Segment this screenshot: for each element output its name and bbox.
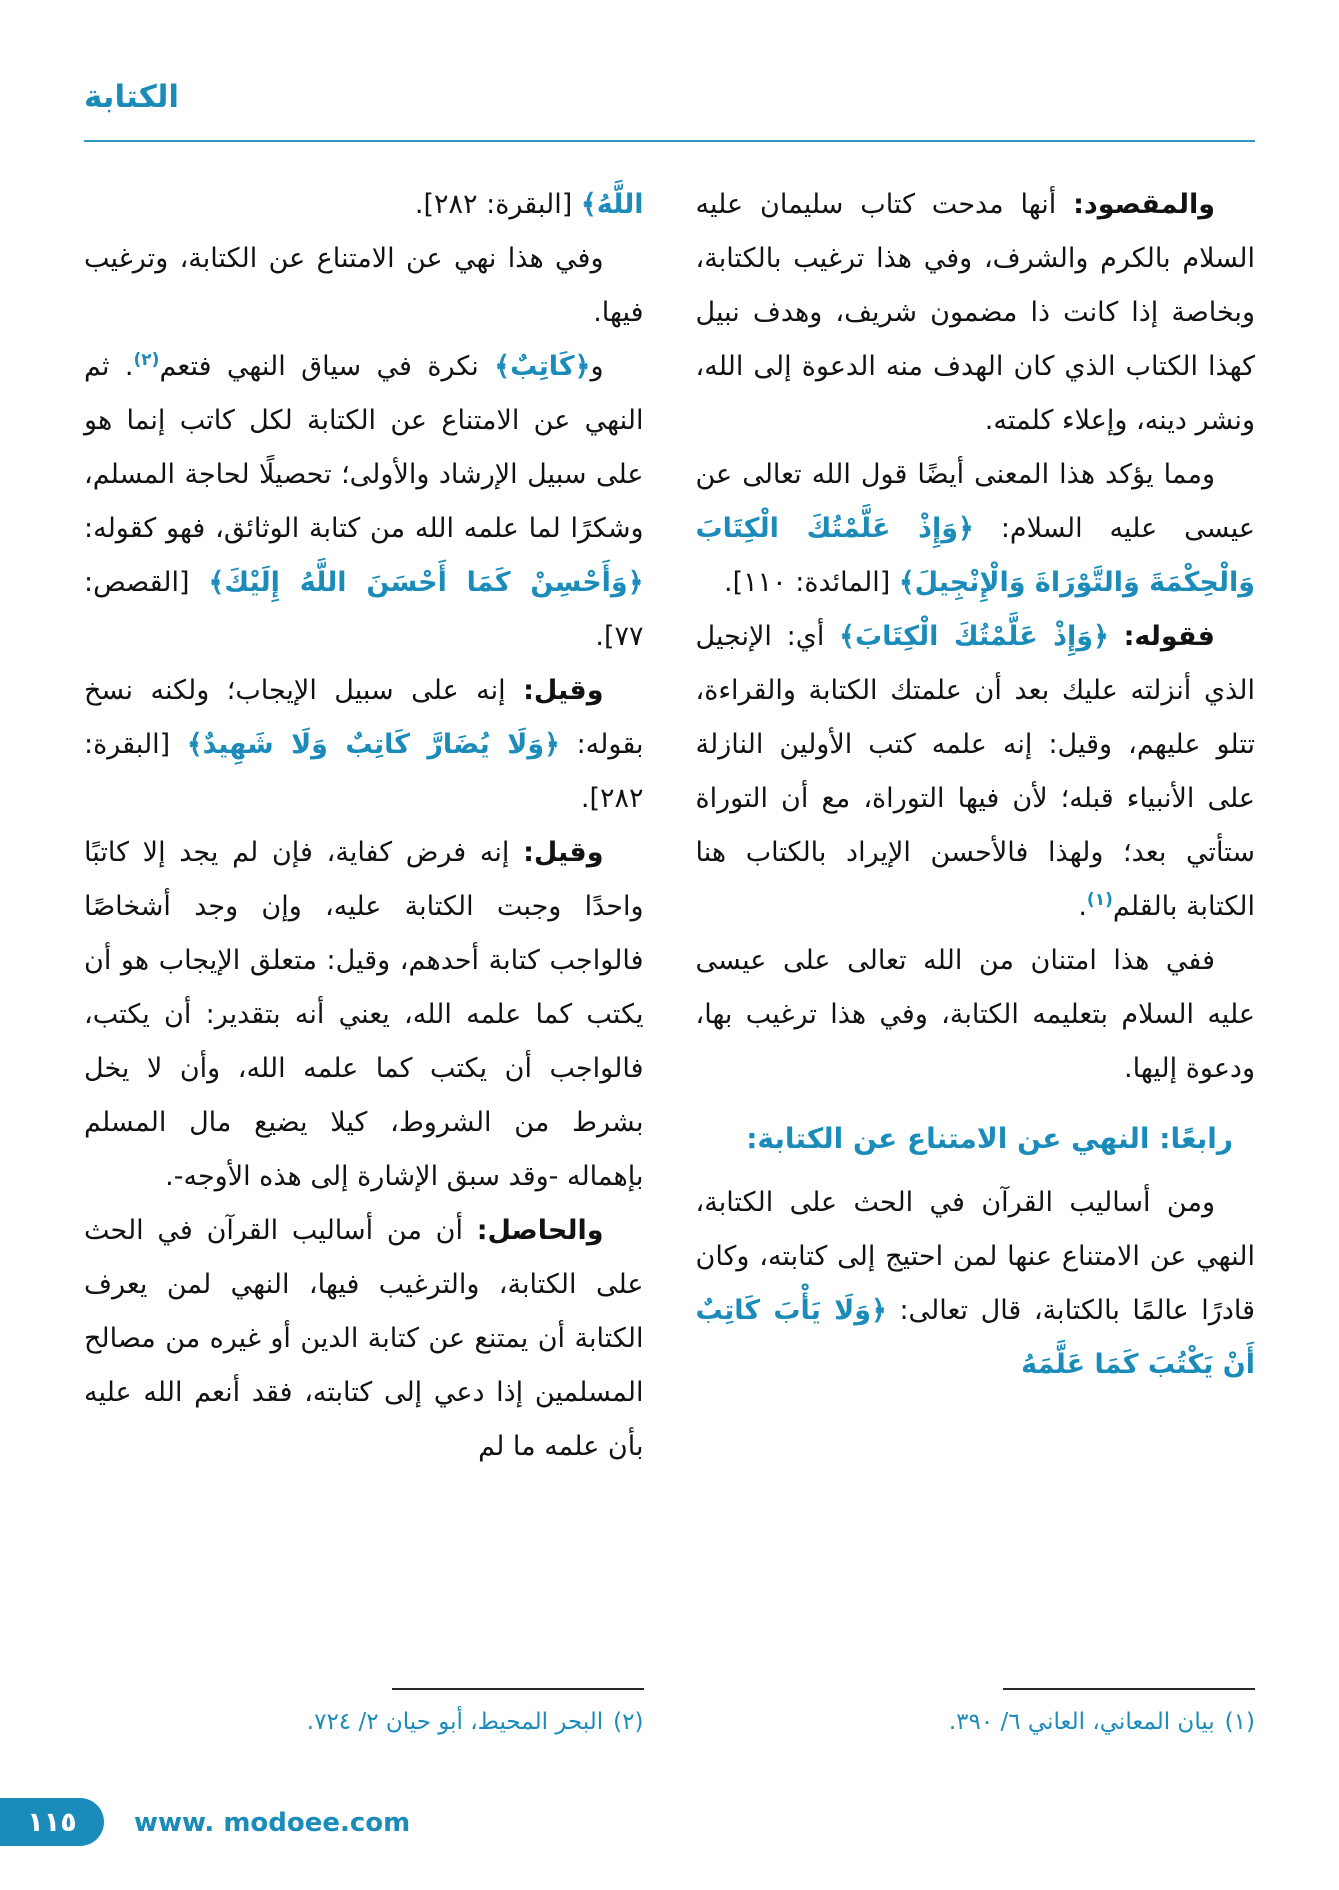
quran-verse: ﴿وَلَا يُضَارَّ كَاتِبٌ وَلَا شَهِيدٌ﴾: [186, 729, 560, 760]
paragraph: [84, 1204, 644, 1474]
footnote: [84, 1704, 644, 1740]
footnote-number: (١): [1224, 1709, 1255, 1735]
header-divider: [84, 140, 1255, 142]
body-text: إنه على سبيل الإيجاب؛ ولكنه نسخ بقوله:: [84, 675, 644, 760]
page-number-badge: [0, 1798, 104, 1846]
emphasis-text: وقيل:: [523, 837, 604, 868]
emphasis-text: فقوله:: [1123, 621, 1215, 652]
paragraph: [696, 178, 1256, 448]
paragraph: [696, 448, 1256, 610]
running-head-title: الكتابة: [84, 79, 180, 115]
footnote: [696, 1704, 1256, 1740]
heading-text: رابعًا: النهي عن الامتناع عن الكتابة:: [746, 1122, 1233, 1155]
body-text: نكرة في سياق النهي فتعم: [159, 351, 495, 382]
footnote-number: (٢): [613, 1709, 644, 1735]
paragraph: [84, 232, 644, 340]
footnote-separator: [392, 1688, 644, 1690]
column-left: [84, 178, 644, 1740]
quran-verse: ﴿وَإِذْ عَلَّمْتُكَ الْكِتَابَ﴾: [839, 621, 1109, 652]
emphasis-text: والحاصل:: [476, 1215, 604, 1246]
column-left-text: [84, 178, 644, 1474]
body-text: أي: الإنجيل الذي أنزلته عليك بعد أن علمتك الكتابة والقراءة، تتلو عليهم، وقيل: إنه علمه كتب الأولين النازلة على الأنبياء قبله؛ لأن فيها التوراة، مع أن التوراة ستأتي بعد؛ ولهذا فالأحسن الإيراد بالكتاب هنا الكتابة بالقلم: [695, 621, 1255, 922]
body-text: أنها مدحت كتاب سليمان عليه السلام بالكرم والشرف، وفي هذا ترغيب بالكتابة، وبخاصة إذا كانت ذا مضمون شريف، وهدف نبيل كهذا الكتاب الذي كان الهدف منه الدعوة إلى الله، ونشر دينه، وإعلاء كلمته.: [695, 189, 1255, 436]
paragraph: [84, 178, 644, 232]
body-text: [1109, 621, 1124, 652]
body-text: وفي هذا نهي عن الامتناع عن الكتابة، وترغيب فيها.: [84, 243, 644, 328]
emphasis-text: والمقصود:: [1073, 189, 1215, 220]
column-right-text: [696, 178, 1256, 1392]
body-text: ومما يؤكد هذا المعنى أيضًا قول الله تعالى عن عيسى عليه السلام:: [695, 459, 1255, 544]
emphasis-text: وقيل:: [523, 675, 604, 706]
footnote-block-right: [696, 1678, 1256, 1740]
page-number: ١١٥: [27, 1806, 77, 1838]
body-text: [البقرة: ٢٨٢].: [414, 189, 581, 220]
body-text: . ثم النهي عن الامتناع عن الكتابة لكل كاتب إنما هو على سبيل الإرشاد والأولى؛ تحصيلًا لحاجة المسلم، وشكرًا لما علمه الله من كتابة الوثائق، فهو كقوله:: [84, 351, 644, 544]
body-text: [القصص: ٧٧].: [84, 567, 644, 652]
footnote-separator: [1003, 1688, 1255, 1690]
body-text: .: [1078, 891, 1087, 922]
website-text: www. modoee.com: [134, 1808, 411, 1838]
column-right: [696, 178, 1256, 1740]
body-text: [المائدة: ١١٠].: [724, 567, 899, 598]
section-heading: [696, 1112, 1256, 1166]
quran-verse: اللَّهُ﴾: [580, 189, 644, 220]
body-text: و: [590, 351, 604, 382]
footnote-text: البحر المحيط، أبو حيان ٢/ ٧٢٤.: [306, 1709, 604, 1735]
quran-verse: ﴿وَإِذْ عَلَّمْتُكَ الْكِتَابَ وَالْحِكْمَةَ وَالتَّوْرَاةَ وَالْإِنْجِيلَ﴾: [695, 513, 1255, 598]
body-text: إنه فرض كفاية، فإن لم يجد إلا كاتبًا واحدًا وجبت الكتابة عليه، وإن وجد أشخاصًا فالواجب كتابة أحدهم، وقيل: متعلق الإيجاب هو أن يكتب كما علمه الله، يعني أنه بتقدير: أن يكتب، فالواجب أن يكتب كما علمه الله، وأن لا يخل بشرط من الشروط، كيلا يضيع مال المسلم بإهماله -وقد سبق الإشارة إلى هذه الأوجه-.: [84, 837, 644, 1192]
paragraph: [84, 826, 644, 1204]
quran-verse: ﴿كَاتِبٌ﴾: [494, 351, 591, 382]
paragraph: [696, 610, 1256, 934]
quran-verse: ﴿وَأَحْسِنْ كَمَا أَحْسَنَ اللَّهُ إِلَيْكَ﴾: [208, 567, 644, 598]
footnote-marker: (١): [1086, 890, 1113, 910]
body-text: ومن أساليب القرآن في الحث على الكتابة، النهي عن الامتناع عنها لمن احتيج إلى كتابته، وكان قادرًا عالمًا بالكتابة، قال تعالى:: [695, 1187, 1256, 1326]
paragraph: [696, 1176, 1256, 1392]
footnote-marker: (٢): [133, 350, 160, 370]
footnote-block-left: [84, 1678, 644, 1740]
paragraph: [696, 934, 1256, 1096]
quran-verse: ﴿وَلَا يَأْبَ كَاتِبٌ أَنْ يَكْتُبَ كَمَا عَلَّمَهُ: [695, 1295, 1255, 1380]
paragraph: [84, 340, 644, 664]
body-text: [البقرة: ٢٨٢].: [84, 729, 644, 814]
body-text: ففي هذا امتنان من الله تعالى على عيسى عليه السلام بتعليمه الكتابة، وفي هذا ترغيب بها، ودعوة إليها.: [695, 945, 1255, 1084]
content-area: [84, 178, 1255, 1740]
body-text: أن من أساليب القرآن في الحث على الكتابة، والترغيب فيها، النهي لمن يعرف الكتابة أن يمتنع عن كتابة الدين أو غيره من مصالح المسلمين إذا دعي إلى كتابته، فقد أنعم الله عليه بأن علمه ما لم: [84, 1215, 644, 1462]
footnote-text: بيان المعاني، العاني ٦/ ٣٩٠.: [948, 1709, 1215, 1735]
paragraph: [84, 664, 644, 826]
